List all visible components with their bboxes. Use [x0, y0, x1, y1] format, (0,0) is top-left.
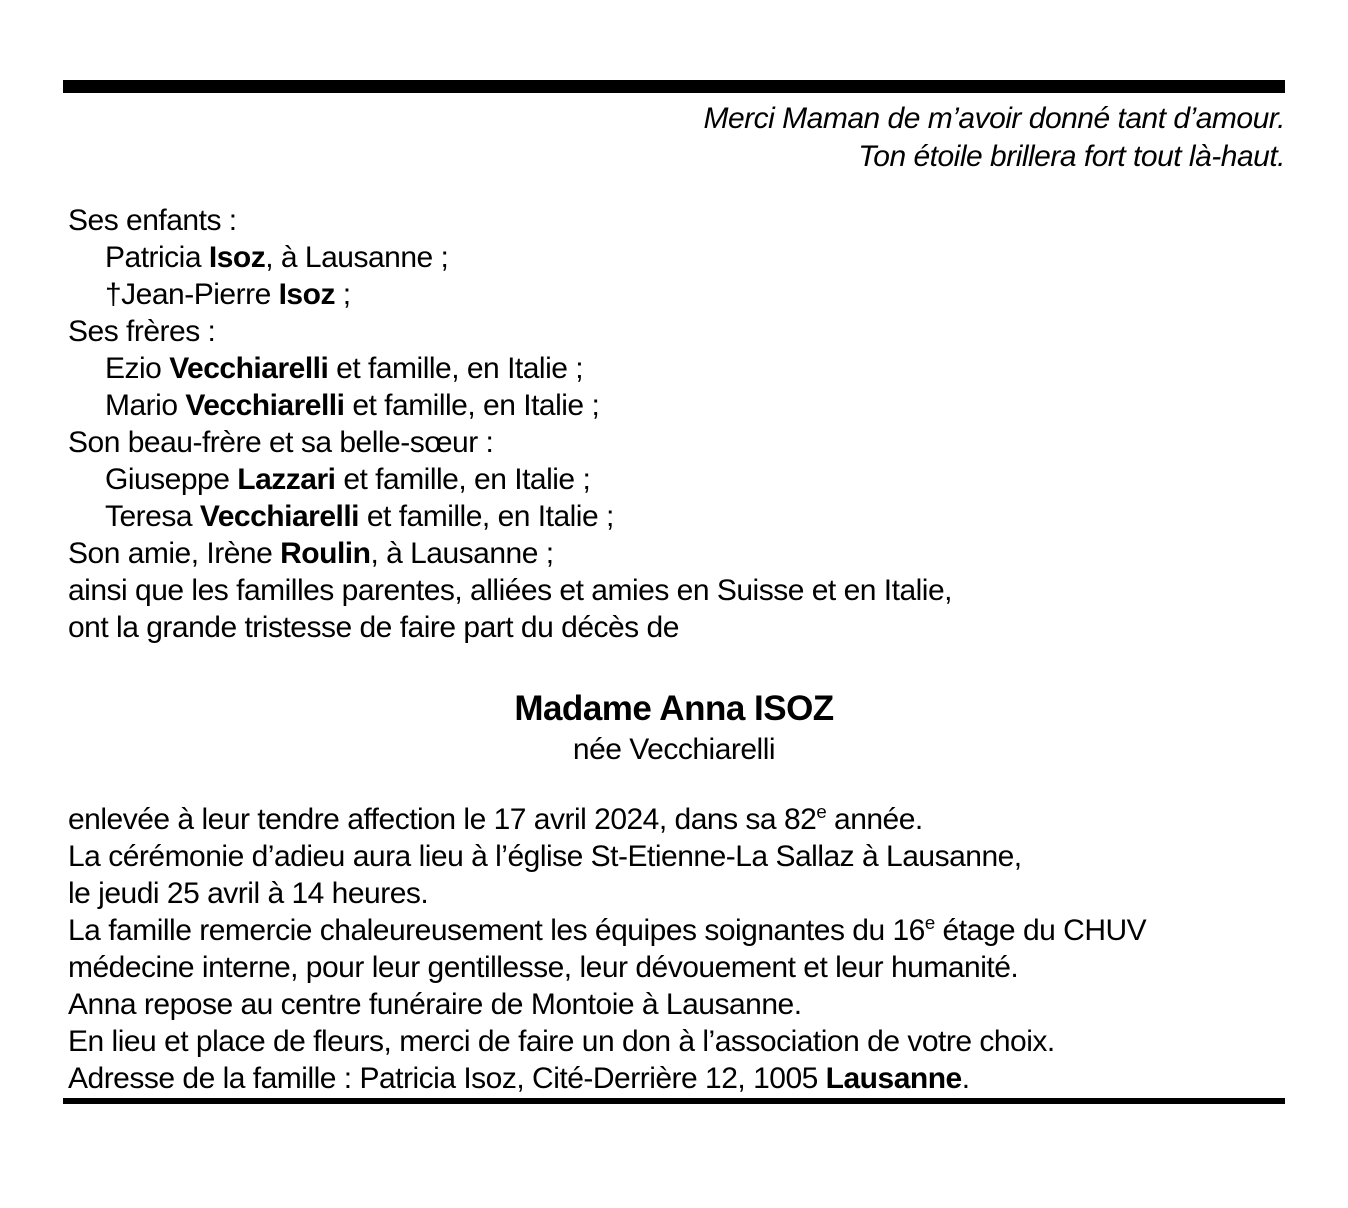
- text-segment: le jeudi 25 avril à 14 heures.: [68, 877, 429, 910]
- text-segment: Ses enfants :: [68, 204, 237, 237]
- notice-sheet: [63, 0, 1285, 1104]
- text-segment: Ton étoile brillera fort tout là-haut.: [858, 140, 1285, 173]
- text-line: [68, 875, 1285, 912]
- deceased-block: [63, 688, 1285, 768]
- text-segment: et famille, en Italie ;: [335, 463, 591, 496]
- text-segment: Ezio: [105, 352, 170, 385]
- text-line: [68, 1023, 1285, 1060]
- text-line: [68, 838, 1285, 875]
- text-segment: médecine interne, pour leur gentillesse, leur dévouement et leur humanité.: [68, 951, 1019, 984]
- text-segment: enlevée à leur tendre affection le 17 avril 2024, dans sa 82: [68, 803, 817, 836]
- text-segment: et famille, en Italie ;: [359, 500, 614, 533]
- text-segment: Lazzari: [237, 463, 336, 496]
- text-line: [63, 138, 1285, 176]
- text-segment: Roulin: [280, 537, 371, 570]
- deceased-name: Madame Anna ISOZ: [514, 689, 834, 728]
- text-line: [68, 572, 1285, 609]
- text-segment: Mario: [105, 389, 186, 422]
- text-line: [68, 313, 1285, 350]
- text-segment: Vecchiarelli: [185, 389, 345, 422]
- text-line: [68, 276, 1285, 313]
- text-line: [68, 535, 1285, 572]
- text-segment: ont la grande tristesse de faire part du décès de: [68, 611, 679, 644]
- text-segment: et famille, en Italie ;: [328, 352, 584, 385]
- text-segment: Giuseppe: [105, 463, 238, 496]
- text-segment: Patricia: [105, 241, 209, 274]
- text-segment: Isoz: [208, 241, 266, 274]
- text-segment: Vecchiarelli: [199, 500, 360, 533]
- text-segment: Son amie, Irène: [68, 537, 281, 570]
- top-rule: [63, 80, 1285, 93]
- text-segment: La famille remercie chaleureusement les équipes soignantes du 16: [68, 914, 925, 947]
- text-segment: et famille, en Italie ;: [344, 389, 600, 422]
- text-line: [68, 912, 1285, 949]
- memorial-quote: [63, 100, 1285, 176]
- text-segment: Ses frères :: [68, 315, 216, 348]
- text-segment: La cérémonie d’adieu aura lieu à l’église St-Etienne-La Sallaz à Lausanne,: [68, 840, 1022, 873]
- funeral-details: [63, 801, 1285, 1097]
- text-segment: Son beau-frère et sa belle-sœur :: [68, 426, 494, 459]
- bottom-rule: [63, 1098, 1285, 1104]
- text-segment: †Jean-Pierre: [105, 278, 279, 311]
- deceased-maiden-name: née Vecchiarelli: [572, 733, 776, 766]
- text-segment: , à Lausanne ;: [265, 241, 449, 274]
- text-line: [68, 498, 1285, 535]
- text-segment: Teresa: [105, 500, 200, 533]
- text-segment: ainsi que les familles parentes, alliées et amies en Suisse et en Italie,: [68, 574, 952, 607]
- text-line: [68, 1060, 1285, 1097]
- text-segment: Isoz: [278, 278, 335, 311]
- text-line: [68, 986, 1285, 1023]
- text-line: [63, 100, 1285, 138]
- text-line: [68, 387, 1285, 424]
- text-line: [68, 609, 1285, 646]
- text-segment: Anna repose au centre funéraire de Montoie à Lausanne.: [68, 988, 802, 1021]
- text-segment: , à Lausanne ;: [370, 537, 554, 570]
- text-segment: Vecchiarelli: [169, 352, 329, 385]
- text-segment: En lieu et place de fleurs, merci de faire un don à l’association de votre choix.: [68, 1025, 1055, 1058]
- text-segment: année.: [826, 803, 923, 836]
- text-segment: .: [961, 1062, 970, 1095]
- text-line: [68, 350, 1285, 387]
- text-line: [68, 424, 1285, 461]
- text-segment: Adresse de la famille : Patricia Isoz, Cité-Derrière 12, 1005: [68, 1062, 826, 1095]
- text-line: [68, 949, 1285, 986]
- text-segment: Merci Maman de m’avoir donné tant d’amour.: [703, 102, 1285, 135]
- text-line: [68, 461, 1285, 498]
- text-segment: étage du CHUV: [934, 914, 1147, 947]
- text-segment: ;: [334, 278, 351, 311]
- text-line: [68, 801, 1285, 838]
- family-list: [63, 202, 1285, 646]
- text-line: [68, 239, 1285, 276]
- text-line: [68, 202, 1285, 239]
- text-segment: Lausanne: [825, 1062, 962, 1095]
- text-segment: e: [816, 801, 827, 822]
- text-segment: e: [924, 912, 935, 933]
